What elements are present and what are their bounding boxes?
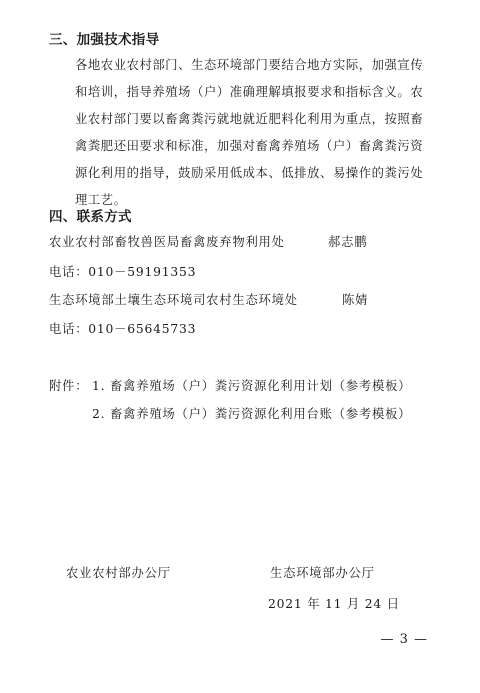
section3-paragraph bbox=[49, 52, 433, 214]
page-number: — 3 — bbox=[380, 632, 428, 647]
contact1-org: 农业农村部畜牧兽医局畜禽废弃物利用处 bbox=[49, 235, 285, 249]
contact2-name: 陈婧 bbox=[342, 293, 369, 307]
contact1-name: 郝志鹏 bbox=[328, 235, 368, 249]
contact2-phone: 电话：010－65645733 bbox=[49, 322, 197, 336]
section3-heading: 三、加强技术指导 bbox=[49, 32, 160, 48]
attachment-item-2: 2. 畜禽养殖场（户）粪污资源化利用台账（参考模板） bbox=[92, 407, 412, 421]
attachments-label: 附件： bbox=[49, 379, 89, 393]
section3-paragraph-text: 各地农业农村部门、生态环境部门要结合地方实际，加强宣传和培训，指导养殖场（户）准确理解填报要求和指标含义。农业农村部门要以畜禽粪污就地就近肥料化利用为重点，按照畜禽粪肥还田要求和标准，加强对畜禽养殖场（户）畜禽粪污资源化利用的指导，鼓励采用低成本、低排放、易操作的粪污处理工艺。 bbox=[75, 58, 424, 207]
signature-date: 2021 年 11 月 24 日 bbox=[268, 597, 400, 611]
contact1-phone: 电话：010－59191353 bbox=[49, 265, 197, 279]
signature-office-environment: 生态环境部办公厅 bbox=[270, 566, 375, 580]
contact2-org: 生态环境部土壤生态环境司农村生态环境处 bbox=[49, 293, 298, 307]
section4-heading: 四、联系方式 bbox=[49, 209, 132, 225]
signature-office-agriculture: 农业农村部办公厅 bbox=[66, 566, 171, 580]
attachment-item-1: 1. 畜禽养殖场（户）粪污资源化利用计划（参考模板） bbox=[92, 379, 412, 393]
